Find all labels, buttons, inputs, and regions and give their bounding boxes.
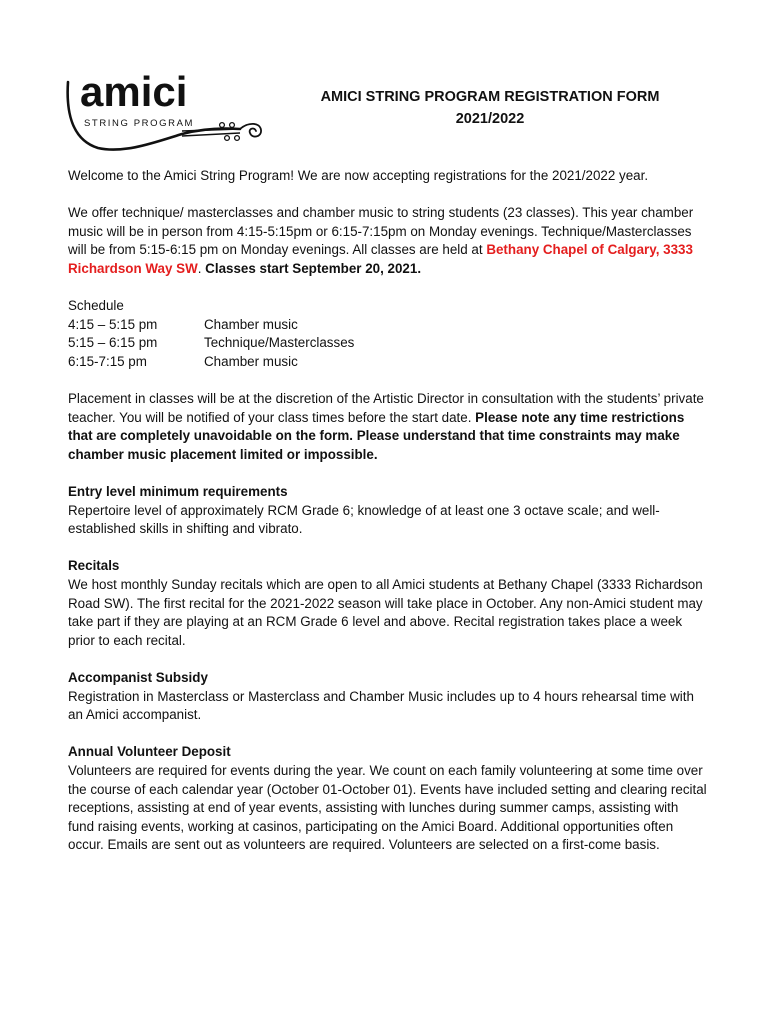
accompanist-heading: Accompanist Subsidy [68, 670, 208, 686]
schedule-class: Chamber music [204, 316, 298, 332]
form-title [270, 86, 710, 130]
placement-paragraph [68, 390, 708, 464]
offer-paragraph [68, 204, 708, 278]
schedule-row [68, 316, 708, 335]
schedule-row [68, 334, 708, 353]
logo-tagline: STRING PROGRAM [84, 118, 195, 129]
schedule-class: Technique/Masterclasses [204, 335, 355, 351]
schedule-time: 4:15 – 5:15 pm [68, 316, 158, 332]
volunteer-text: Volunteers are required for events during the year. We count on each family volunteering at some time over the course of each calendar year (October 01-October 01). Events have included setting and clearing recital receptions, assisting at end of year events, assisting with lunches during summer camps, assisting with fund raising events, working at casinos, participating on the Amici Board. Additional opportunities often occur. Emails are sent out as volunteers are required. Volunteers are selected on a first-come basis. [68, 763, 707, 853]
schedule-label: Schedule [68, 298, 124, 314]
logo-wordmark: amici [80, 68, 188, 115]
schedule-class: Chamber music [204, 353, 298, 369]
offer-text: We offer technique/ masterclasses and chamber music to string students (23 classes). This year chamber music will be in person from 4:15-5:15pm or 6:15-7:15pm on Monday evenings. Technique/Masterclasses will be from 5:15-6:15 pm on Monday evenings. All classes are held at [68, 205, 694, 258]
schedule-time: 6:15-7:15 pm [68, 353, 147, 369]
form-title-year: 2021/2022 [455, 111, 525, 127]
schedule-time: 5:15 – 6:15 pm [68, 335, 158, 351]
violin-scroll-icon [64, 62, 270, 158]
entry-text: Repertoire level of approximately RCM Grade 6; knowledge of at least one 3 octave scale; and well-established skills in shifting and vibrato. [68, 502, 660, 537]
schedule-row [68, 353, 708, 372]
placement-notice: Please note any time restrictions that are completely unavoidable on the form. Please understand that time constraints may make chamber music placement limited or impossible. [68, 409, 685, 462]
document-body [68, 167, 708, 855]
form-title-line1: AMICI STRING PROGRAM REGISTRATION FORM [320, 89, 660, 105]
location-separator: . [197, 260, 206, 276]
recitals-text: We host monthly Sunday recitals which are open to all Amici students at Bethany Chapel (3333 Richardson Road SW). The first recital for the 2021-2022 season will take place in October. Any non-Amici student may take part if they are playing at an RCM Grade 6 level and above. Recital registration takes place a week prior to each recital. [68, 577, 703, 648]
accompanist-text: Registration in Masterclass or Masterclass and Chamber Music includes up to 4 hours rehearsal time with an Amici accompanist. [68, 688, 694, 723]
amici-logo [64, 62, 270, 158]
volunteer-heading: Annual Volunteer Deposit [68, 744, 231, 760]
recitals-heading: Recitals [68, 558, 120, 574]
location-text: Bethany Chapel of Calgary, 3333 Richardson Way SW [68, 242, 693, 276]
entry-heading: Entry level minimum requirements [68, 484, 288, 500]
placement-text: Placement in classes will be at the discretion of the Artistic Director in consultation with the students’ private teacher. You will be notified of your class times before the start date. [68, 391, 704, 425]
welcome-paragraph: Welcome to the Amici String Program! We are now accepting registrations for the 2021/2022 year. [68, 168, 649, 183]
class-start-text: Classes start September 20, 2021. [205, 260, 422, 276]
